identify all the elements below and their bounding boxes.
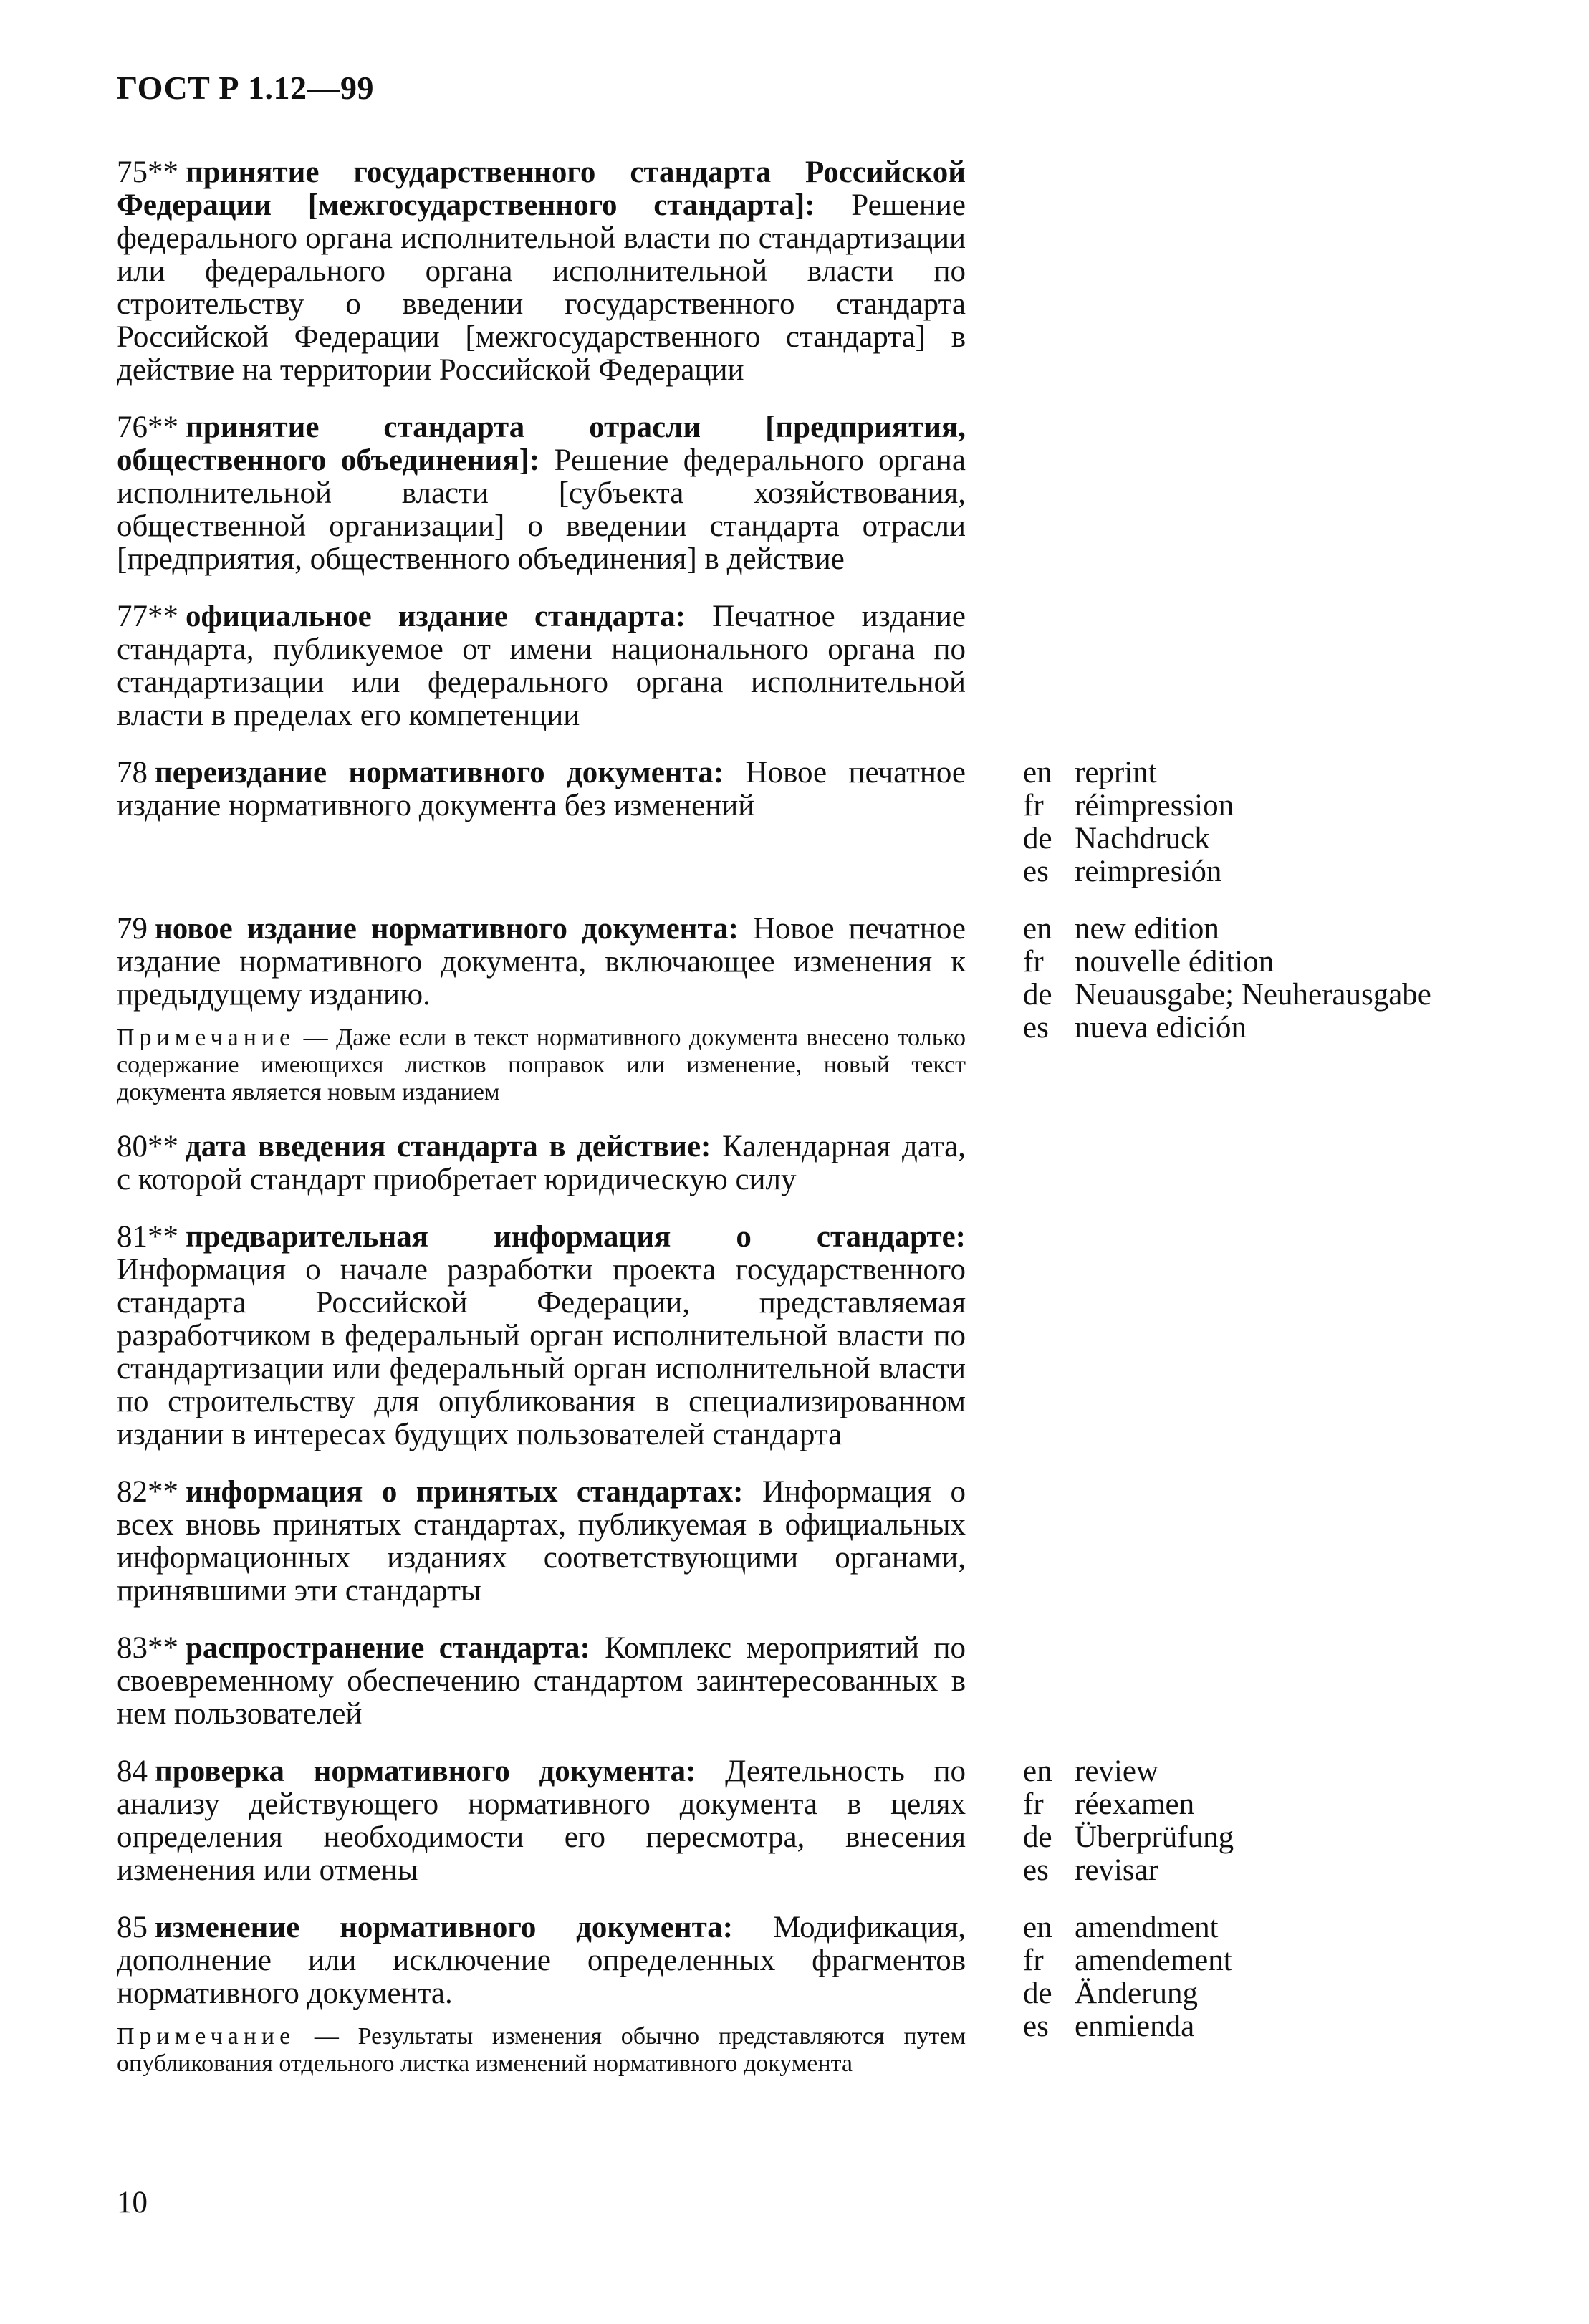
term-definition: Решение федерального органа исполнительной власти по стандартизации или федерального органа исполнительной власти по строительству о введении государственного стандарта Российской Федерации [межгосударственного стандарта] в действие на территории Российской Федерации	[117, 188, 966, 387]
translated-term: amendment	[1075, 1911, 1219, 1944]
term-entry	[117, 1632, 1478, 1731]
term-translations	[1023, 1911, 1482, 2043]
translation-row	[1023, 757, 1482, 789]
term-note	[117, 2023, 966, 2078]
entries-list	[117, 156, 1478, 2102]
term-definition: Новое печатное издание нормативного документа, включающее изменения к предыдущему изданию.	[117, 912, 966, 1012]
translated-term: new edition	[1075, 912, 1219, 946]
term-entry	[117, 1755, 1478, 1887]
note-text: — Результаты изменения обычно представляются путем опубликования отдельного листка изменений нормативного документа	[117, 2023, 966, 2077]
term-definition: Календарная дата, с которой стандарт приобретает юридическую силу	[117, 1130, 966, 1196]
language-code: fr	[1023, 1787, 1044, 1821]
translated-term: Nachdruck	[1075, 822, 1210, 855]
term-entry	[117, 600, 1478, 732]
term-definition: Информация о всех вновь принятых стандартах, публикуемая в официальных информационных изданиях соответствующими органами, принявшими эти стандарты	[117, 1475, 966, 1608]
language-code: es	[1023, 1853, 1049, 1887]
term-number: 82**	[117, 1475, 178, 1509]
language-code: es	[1023, 1011, 1049, 1045]
term-definition: Решение федерального органа исполнительной власти [субъекта хозяйствования, общественной организации] о введении стандарта отрасли [предприятия, общественного объединения] в действие	[117, 443, 966, 576]
language-code: en	[1023, 1754, 1052, 1788]
translation-row	[1023, 2010, 1482, 2043]
translated-term: nueva edición	[1075, 1011, 1247, 1045]
translated-term: enmienda	[1075, 2010, 1195, 2043]
term-number: 83**	[117, 1631, 178, 1665]
translated-term: Änderung	[1075, 1977, 1198, 2010]
term-name: предварительная информация о стандарте:	[186, 1220, 966, 1254]
translation-row	[1023, 1788, 1482, 1821]
term-paragraph	[117, 1632, 966, 1731]
term-entry-main	[117, 1130, 966, 1196]
translated-term: amendement	[1075, 1944, 1232, 1977]
term-entry-main	[117, 156, 966, 387]
translation-row	[1023, 789, 1482, 822]
term-paragraph	[117, 1911, 966, 2010]
language-code: es	[1023, 2010, 1049, 2043]
term-number: 75**	[117, 155, 178, 189]
term-entry-main	[117, 411, 966, 576]
term-number: 80**	[117, 1130, 178, 1163]
term-paragraph	[117, 411, 966, 576]
term-entry-main	[117, 757, 966, 822]
term-number: 76**	[117, 410, 178, 444]
term-paragraph	[117, 1221, 966, 1451]
term-entry	[117, 1476, 1478, 1608]
translated-term: Neuausgabe; Neuherausgabe	[1075, 978, 1431, 1012]
term-number: 81**	[117, 1220, 178, 1254]
term-entry	[117, 1130, 1478, 1196]
term-number: 84	[117, 1754, 148, 1788]
translation-row	[1023, 1944, 1482, 1977]
language-code: fr	[1023, 789, 1044, 822]
translation-row	[1023, 913, 1482, 946]
term-entry	[117, 411, 1478, 576]
term-name: принятие государственного стандарта Российской Федерации [межгосударственного стандарта]:	[117, 155, 966, 222]
term-number: 78	[117, 756, 148, 789]
language-code: de	[1023, 1977, 1052, 2010]
term-definition: Деятельность по анализу действующего нормативного документа в целях определения необходимости его пересмотра, внесения изменения или отмены	[117, 1754, 966, 1887]
translated-term: review	[1075, 1754, 1158, 1788]
translation-row	[1023, 1012, 1482, 1045]
term-number: 77**	[117, 600, 178, 633]
term-name: изменение нормативного документа:	[155, 1911, 734, 1944]
translation-row	[1023, 822, 1482, 855]
term-entry	[117, 913, 1478, 1106]
term-name: официальное издание стандарта:	[186, 600, 686, 633]
term-translations	[1023, 913, 1482, 1045]
term-paragraph	[117, 156, 966, 387]
term-entry-main	[117, 1632, 966, 1731]
term-name: переиздание нормативного документа:	[155, 756, 724, 789]
note-label: Примечание	[117, 2023, 296, 2050]
term-entry	[117, 1911, 1478, 2078]
language-code: de	[1023, 822, 1052, 855]
term-number: 85	[117, 1911, 148, 1944]
term-paragraph	[117, 1755, 966, 1887]
term-translations	[1023, 757, 1482, 888]
translation-row	[1023, 1854, 1482, 1887]
term-definition: Комплекс мероприятий по своевременному обеспечению стандартом заинтересованных в нем пользователей	[117, 1631, 966, 1731]
language-code: fr	[1023, 945, 1044, 979]
term-name: дата введения стандарта в действие:	[186, 1130, 711, 1163]
term-name: проверка нормативного документа:	[155, 1754, 696, 1788]
translated-term: nouvelle édition	[1075, 945, 1274, 979]
term-name: новое издание нормативного документа:	[155, 912, 739, 946]
term-name: информация о принятых стандартах:	[186, 1475, 744, 1509]
term-note	[117, 1024, 966, 1106]
term-paragraph	[117, 757, 966, 822]
translation-row	[1023, 1821, 1482, 1854]
term-paragraph	[117, 600, 966, 732]
language-code: es	[1023, 855, 1049, 888]
term-entry-main	[117, 1476, 966, 1608]
translated-term: reprint	[1075, 756, 1157, 789]
translated-term: revisar	[1075, 1853, 1158, 1887]
translation-row	[1023, 855, 1482, 888]
translated-term: réimpression	[1075, 789, 1234, 822]
language-code: en	[1023, 1911, 1052, 1944]
translated-term: reimpresión	[1075, 855, 1222, 888]
term-entry	[117, 156, 1478, 387]
term-definition: Печатное издание стандарта, публикуемое от имени национального органа по стандартизации или федерального органа исполнительной власти в пределах его компетенции	[117, 600, 966, 732]
language-code: en	[1023, 756, 1052, 789]
term-paragraph	[117, 913, 966, 1012]
translated-term: réexamen	[1075, 1787, 1195, 1821]
page-header: ГОСТ Р 1.12—99	[117, 69, 374, 106]
translated-term: Überprüfung	[1075, 1820, 1234, 1854]
language-code: en	[1023, 912, 1052, 946]
language-code: de	[1023, 978, 1052, 1012]
term-number: 79	[117, 912, 148, 946]
term-entry-main	[117, 913, 966, 1106]
term-name: принятие стандарта отрасли [предприятия, общественного объединения]:	[117, 410, 966, 477]
term-definition: Информация о начале разработки проекта государственного стандарта Российской Федерации, представляемая разработчиком в федеральный орган исполнительной власти по стандартизации или федеральный орган исполнительной власти по строительству для опубликования в специализированном издании в интересах будущих пользователей стандарта	[117, 1253, 966, 1451]
term-entry	[117, 757, 1478, 888]
term-paragraph	[117, 1476, 966, 1608]
translation-row	[1023, 1755, 1482, 1788]
language-code: fr	[1023, 1944, 1044, 1977]
term-name: распространение стандарта:	[186, 1631, 590, 1665]
translation-row	[1023, 1977, 1482, 2010]
term-entry-main	[117, 600, 966, 732]
term-definition: Новое печатное издание нормативного документа без изменений	[117, 756, 966, 822]
term-translations	[1023, 1755, 1482, 1887]
note-text: — Даже если в текст нормативного документа внесено только содержание имеющихся листков поправок или изменение, новый текст документа является новым изданием	[117, 1024, 966, 1105]
term-entry	[117, 1221, 1478, 1451]
translation-row	[1023, 979, 1482, 1012]
term-definition: Модификация, дополнение или исключение определенных фрагментов нормативного документа.	[117, 1911, 966, 2010]
term-paragraph	[117, 1130, 966, 1196]
note-label: Примечание	[117, 1024, 296, 1051]
term-entry-main	[117, 1221, 966, 1451]
page-number: 10	[117, 2186, 148, 2219]
language-code: de	[1023, 1820, 1052, 1854]
term-entry-main	[117, 1911, 966, 2078]
translation-row	[1023, 1911, 1482, 1944]
translation-row	[1023, 946, 1482, 979]
term-entry-main	[117, 1755, 966, 1887]
